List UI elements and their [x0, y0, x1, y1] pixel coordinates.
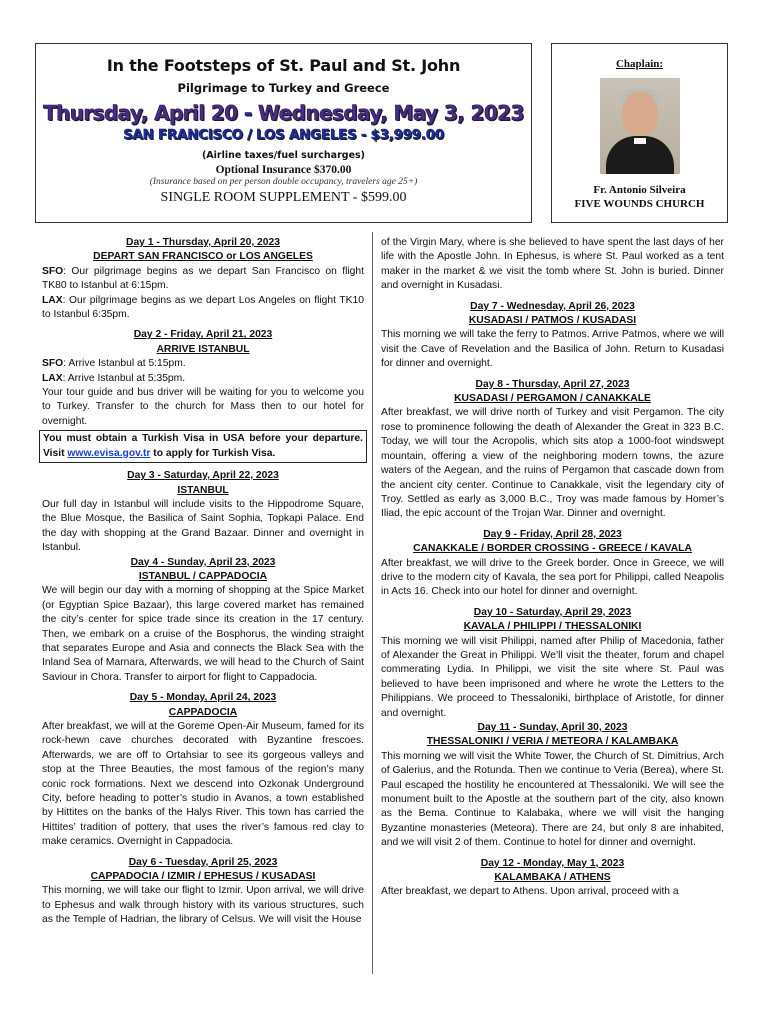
- single-room-supplement: SINGLE ROOM SUPPLEMENT - $599.00: [160, 190, 407, 205]
- day10-date: Day 10 - Saturday, April 29, 2023: [473, 606, 632, 618]
- day7-text: This morning we will take the ferry to Patmos. Arrive Patmos, where we will visit the Cave of Revelation and the Basilica of John. Return to Kusadasi for dinner and overnight.: [381, 329, 724, 370]
- day1-place: DEPART SAN FRANCISCO or LOS ANGELES: [93, 251, 313, 263]
- day12-date: Day 12 - Monday, May 1, 2023: [480, 857, 625, 869]
- day8-date: Day 8 - Thursday, April 27, 2023: [475, 378, 630, 390]
- day9-text: After breakfast, we will drive to the Greek border. Once in Greece, we will drive to the modern city of Kavala, the sea port for Philippi, called Neapolis in Acts 16. Check into our hotel for dinner and overnight.: [381, 557, 724, 598]
- day11-text: This morning we will visit the White Tower, the Church of St. Dimitrius, Arch of Galerius, and the Rotunda. Then we continue to Veria (Berea), where St. Paul escaped the hostility he encountered at Thessaloniki. We will see the monument built to the Apostle at the southern part of the city, also known as the Bema. Continue to Kalabaka, where we will visit the hanging Byzantine monasteries (Meteora). There are 24, but only 8 are inhabited, and we will visit 2 of them. Continue to hotel for dinner and overnight.: [381, 750, 724, 849]
- day10-text: This morning we will visit Philippi, named after Philip of Macedonia, father of Alexander the Great in Philippi. We’ll visit the theater, forum and chapel commerating Lydia. In Philippi, we visit the site where St. Paul was believed to have been imprisoned and where he wrote the Letters to the Philippians. We proceed to Thessaloniki, birthplace of Aristotle, for dinner and overnight.: [381, 635, 724, 719]
- day4-text: We will begin our day with a morning of shopping at the Spice Market (or Egyptian Spice Bazaar), this large covered market has remained the city’s center for spice trade since its creation in the 17 century. Then, we embark on a cruise of the Bosphorus, the winding straight that separates Europe and Asia and connects the Black Sea with the Inland Sea of Marnara, Afterwards, we will head to the Church of Saint Saviour in Chora. Transfer to airport for flight to Cappadocia.: [42, 585, 364, 683]
- day5-text: After breakfast, we will at the Goreme Open-Air Museum, famed for its rock-hewn cave churches decorated with Byzantine frescoes. Afterwards, we are off to Ortahsiar to see its gorgeous valleys and stop at the Three Beauties, the most famous of the region’s many conic rock formations. Next we descend into Ozkonak Underground City, before heading to potter’s studio in Avanos, a town established by Hittites on the banks of the Halys River. This town has carried the Hittites’ tradition of pottery, that uses the river’s famous red clay to make ceramics. Overnight in Cappadocia.: [42, 721, 364, 848]
- trip-dates: [36, 101, 531, 125]
- day3-date: Day 3 - Saturday, April 22, 2023: [127, 470, 279, 482]
- page-subtitle: Pilgrimage to Turkey and Greece: [177, 81, 390, 95]
- day2-place: ARRIVE ISTANBUL: [156, 343, 250, 355]
- day7-date: Day 7 - Wednesday, April 26, 2023: [470, 300, 635, 312]
- insurance-price: Optional Insurance $370.00: [215, 164, 352, 176]
- trip-start-date: Thursday, April 20: [43, 101, 238, 125]
- day1-sfo: SFO: Our pilgrimage begins as we depart San Francisco on flight TK80 to Istanbul at 6:15pm.: [42, 265, 364, 292]
- day7-place: KUSADASI / PATMOS / KUSADASI: [468, 315, 637, 327]
- visa-notice: You must obtain a Turkish Visa in USA before your departure. Visit www.evisa.gov.tr to apply for Turkish Visa.: [39, 430, 367, 463]
- day2-sfo: SFO: Arrive Istanbul at 5:15pm.: [42, 358, 186, 370]
- itinerary-right-column: [381, 236, 724, 900]
- day4-place: ISTANBUL / CAPPADOCIA: [138, 570, 268, 582]
- page-title: In the Footsteps of St. Paul and St. John: [106, 56, 461, 75]
- day12-place: KALAMBAKA / ATHENS: [494, 872, 611, 884]
- day2-date: Day 2 - Friday, April 21, 2023: [133, 329, 273, 341]
- day5-place: CAPPADOCIA: [168, 706, 238, 718]
- day10-place: KAVALA / PHILIPPI / THESSALONIKI: [463, 621, 642, 633]
- day3-place: ISTANBUL: [177, 484, 229, 496]
- chaplain-church: FIVE WOUNDS CHURCH: [574, 198, 705, 210]
- day6-place: CAPPADOCIA / IZMIR / EPHESUS / KUSADASI: [90, 871, 316, 883]
- day4-date: Day 4 - Sunday, April 23, 2023: [130, 556, 276, 568]
- day9-place: CANAKKALE / BORDER CROSSING - GREECE / KAVALA: [413, 543, 692, 555]
- trip-end-date: Wednesday, May 3, 2023: [258, 101, 524, 125]
- day8-place: KUSADASI / PERGAMON / CANAKKALE: [454, 393, 651, 405]
- day11-date: Day 11 - Sunday, April 30, 2023: [477, 722, 628, 733]
- header-box: [35, 43, 532, 223]
- chaplain-photo: [600, 78, 680, 174]
- chaplain-name: Fr. Antonio Silveira: [593, 184, 686, 196]
- chaplain-label: Chaplain:: [615, 58, 664, 70]
- insurance-note: (Insurance based on per person double occupancy, travelers age 25+): [149, 177, 418, 187]
- day8-text: After breakfast, we will drive north of Turkey and visit Pergamon. The city rose to prominence following the death of Alexander the Great in 323 B.C. Today, we will tour the Acropolis, which sits atop a 1000-foot windswept mountain, offering a view of the neighboring modern towns, the azure waters of the Aegean, and the ruins of Pergamon that cascade down from the ancient city center. Continue to Canakkale, visit the legendary city of Troy. Settled as early as 3,000 B.C., Troy was made famous by Homer’s Iliad, the epic account of the Trojan War. Dinner and overnight.: [381, 407, 724, 520]
- day1-date: Day 1 - Thursday, April 20, 2023: [126, 237, 280, 248]
- day6-text: This morning, we will take our flight to Izmir. Upon arrival, we will drive to Ephesus and walk through history with its various structures, such as the Temple of Hadrian, the library of Celsus. We will visit the House: [42, 885, 364, 926]
- chaplain-box: [551, 43, 728, 223]
- trip-price: SAN FRANCISCO / LOS ANGELES - $3,999.00: [123, 127, 444, 143]
- evisa-link[interactable]: www.evisa.gov.tr: [67, 447, 151, 459]
- day1-lax: LAX: Our pilgrimage begins as we depart Los Angeles on flight TK10 to Istanbul 6:35pm.: [42, 294, 364, 321]
- day2-lax: LAX: Arrive Istanbul at 5:35pm.: [42, 372, 186, 384]
- itinerary-left-column: [42, 236, 364, 928]
- day5-date: Day 5 - Monday, April 24, 2023: [129, 692, 277, 704]
- taxes-note: (Airline taxes/fuel surcharges): [201, 150, 366, 161]
- day9-date: Day 9 - Friday, April 28, 2023: [483, 528, 622, 540]
- day6-date: Day 6 - Tuesday, April 25, 2023: [128, 856, 278, 868]
- day6-text-continued: of the Virgin Mary, where is she believed to have spent the last days of her life with the Apostle John. In Ephesus, is where St. Paul worked as a tent maker in the market & we visit the tomb where St. John is buried. Dinner and overnight in Kusadasi.: [381, 237, 724, 292]
- day11-place: THESSALONIKI / VERIA / METEORA / KALAMBAKA: [426, 736, 679, 748]
- day3-text: Our full day in Istanbul will include visits to the Hippodrome Square, the Blue Mosque, the Basilica of Saint Sophia, Topkapi Palace. End the day with shopping at the Grand Bazaar. Dinner and overnight in Istanbul.: [42, 498, 364, 554]
- trip-date-dash: -: [237, 101, 259, 125]
- day12-text: After breakfast, we depart to Athens. Upon arrival, proceed with a: [381, 886, 679, 898]
- column-divider: [372, 232, 373, 974]
- day2-text: Your tour guide and bus driver will be waiting for you to welcome you to Turkey. Transfer to the church for Mass then to our hotel for overnight.: [42, 387, 364, 427]
